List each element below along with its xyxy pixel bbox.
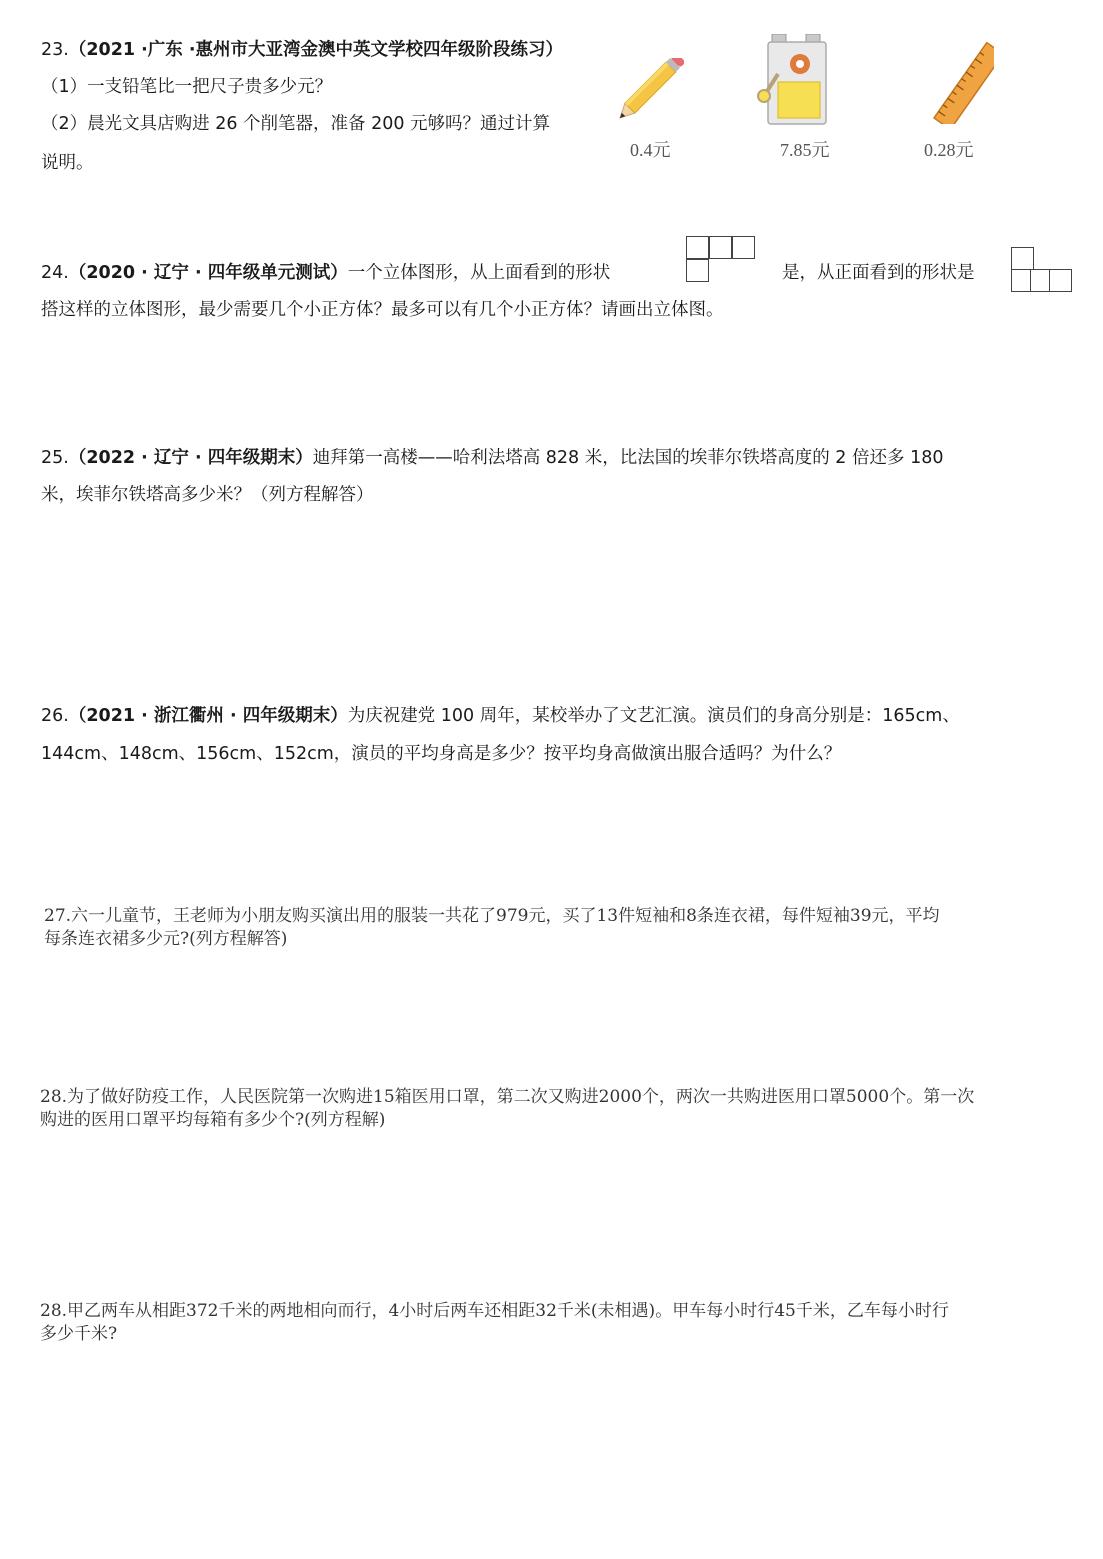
q23-part2-cont: 说明。 xyxy=(41,153,94,173)
q24-line2: 搭这样的立体图形，最少需要几个小正方体？最多可以有几个小正方体？请画出立体图。 xyxy=(41,300,724,320)
q23-part2: （2）晨光文具店购进 26 个削笔器，准备 200 元够吗？通过计算 xyxy=(41,114,551,134)
q25-line1 xyxy=(41,447,943,469)
q24-text-a: 一个立体图形，从上面看到的形状 xyxy=(347,263,611,283)
q27-line1: 27.六一儿童节，王老师为小朋友购买演出用的服装一共花了979元，买了13件短袖和8条连衣裙，每件短袖39元，平均 xyxy=(44,906,940,926)
q23-part1: （1）一支铅笔比一把尺子贵多少元？ xyxy=(41,77,333,97)
pencil-icon xyxy=(612,58,684,124)
q23-number: 23. xyxy=(41,40,69,60)
q28b-line2: 多少千米? xyxy=(40,1324,118,1344)
ruler-icon xyxy=(924,34,994,124)
q24-source: （2020 · 辽宁 · 四年级单元测试） xyxy=(68,263,348,283)
q23-source: （2021 ·广东 ·惠州市大亚湾金澳中英文学校四年级阶段练习） xyxy=(68,40,564,60)
q28a-line2: 购进的医用口罩平均每箱有多少个?(列方程解) xyxy=(40,1110,386,1130)
q26-line2: 144cm、148cm、156cm、152cm，演员的平均身高是多少？按平均身高做演出服合适吗？为什么？ xyxy=(41,744,842,764)
q25-text: 迪拜第一高楼——哈利法塔高 828 米，比法国的埃菲尔铁塔高度的 2 倍还多 180 xyxy=(312,448,944,468)
sharpener-price: 7.85元 xyxy=(780,140,830,160)
front-view-diagram xyxy=(1011,247,1071,292)
q28b-line1: 28.甲乙两车从相距372千米的两地相向而行，4小时后两车还相距32千米(未相遇)。甲车每小时行45千米，乙车每小时行 xyxy=(40,1301,949,1321)
q27-line2: 每条连衣裙多少元?(列方程解答) xyxy=(44,929,288,949)
q25-source: （2022 · 辽宁 · 四年级期末） xyxy=(68,448,313,468)
q26-line1 xyxy=(41,705,960,727)
q26-text: 为庆祝建党 100 周年，某校举办了文艺汇演。演员们的身高分别是：165cm、 xyxy=(347,706,960,726)
q25-number: 25. xyxy=(41,448,69,468)
q24-line1a xyxy=(41,262,610,284)
sharpener-icon xyxy=(756,34,838,126)
q26-number: 26. xyxy=(41,706,69,726)
q24-number: 24. xyxy=(41,263,69,283)
ruler-price: 0.28元 xyxy=(924,140,974,160)
q23-line1 xyxy=(41,39,563,61)
top-view-diagram xyxy=(686,236,757,284)
q25-line2: 米，埃菲尔铁塔高多少米？（列方程解答） xyxy=(41,485,374,505)
pencil-price: 0.4元 xyxy=(630,140,671,160)
q28a-line1: 28.为了做好防疫工作，人民医院第一次购进15箱医用口罩，第二次又购进2000个，两次一共购进医用口罩5000个。第一次 xyxy=(40,1087,975,1107)
q26-source: （2021 · 浙江衢州 · 四年级期末） xyxy=(68,706,348,726)
q24-text-b: 是，从正面看到的形状是 xyxy=(782,263,975,283)
